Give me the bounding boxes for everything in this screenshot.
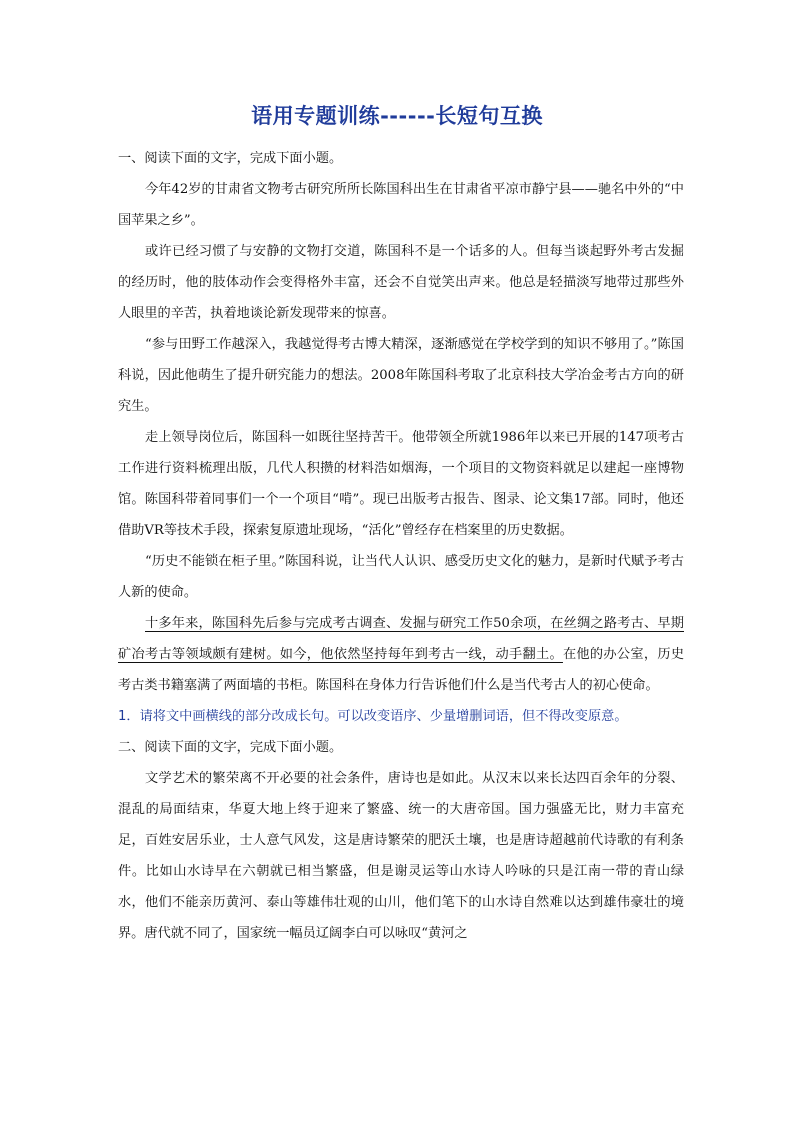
section2-heading: 二、阅读下面的文字，完成下面小题。 [118,740,343,755]
page-title: 语用专题训练------长短句互换 [251,104,543,128]
underlined-sentence: 十多年来，陈国科先后参与完成考古调查、发掘与研究工作50余项，在丝绸之路考古、早期矿冶考古等领域颇有建树。如今，他依然坚持每年到考古一线，动手翻土。 [118,616,684,662]
section1-paragraph-3: “参与田野工作越深入，我越觉得考古博大精深，逐渐感觉在学校学到的知识不够用了。”陈国科说，因此他萌生了提升研究能力的想法。2008年陈国科考取了北京科技大学冶金考古方向的研究生。 [118,337,684,414]
section1-paragraph-2: 或许已经习惯了与安静的文物打交道，陈国科不是一个话多的人。但每当谈起野外考古发掘的经历时，他的肢体动作会变得格外丰富，还会不自觉笑出声来。他总是轻描淡写地带过那些外人眼里的辛苦，执着地谈论新发现带来的惊喜。 [118,244,684,321]
section1-paragraph-1: 今年42岁的甘肃省文物考古研究所所长陈国科出生在甘肃省平凉市静宁县——驰名中外的“中国苹果之乡”。 [118,182,684,228]
section1-paragraph-4: 走上领导岗位后，陈国科一如既往坚持苦干。他带领全所就1986年以来已开展的147项考古工作进行资料梳理出版，几代人积攒的材料浩如烟海，一个项目的文物资料就足以建起一座博物馆。陈国科带着同事们一个一个项目“啃”。现已出版考古报告、图录、论文集17部。同时，他还借助VR等技术手段，探索复原遗址现场，“活化”曾经存在档案里的历史数据。 [118,430,684,538]
section1-paragraph-5: “历史不能锁在柜子里。”陈国科说，让当代人认识、感受历史文化的魅力，是新时代赋予考古人新的使命。 [118,554,684,600]
section1-heading: 一、阅读下面的文字，完成下面小题。 [118,151,343,166]
section2-paragraph-1: 文学艺术的繁荣离不开必要的社会条件，唐诗也是如此。从汉末以来长达四百余年的分裂、混乱的局面结束，华夏大地上终于迎来了繁盛、统一的大唐帝国。国力强盛无比，财力丰富充足，百姓安居乐业，士人意气风发，这是唐诗繁荣的肥沃土壤，也是唐诗超越前代诗歌的有利条件。比如山水诗早在六朝就已相当繁盛，但是谢灵运等山水诗人吟咏的只是江南一带的青山绿水，他们不能亲历黄河、泰山等雄伟壮观的山川，他们笔下的山水诗自然难以达到雄伟豪壮的境界。唐代就不同了，国家统一幅员辽阔李白可以咏叹“黄河之 [118,771,684,941]
question-1: 1．请将文中画横线的部分改成长句。可以改变语序、少量增删词语，但不得改变原意。 [118,709,628,724]
document-body [118,143,684,949]
paragraph-6-continuation: 在他的办公室，历史考古类书籍塞满了两面墙的书柜。陈国科在身体力行告诉他们什么是当代考古人的初心使命。 [118,647,685,693]
section1-paragraph-6 [118,608,684,701]
